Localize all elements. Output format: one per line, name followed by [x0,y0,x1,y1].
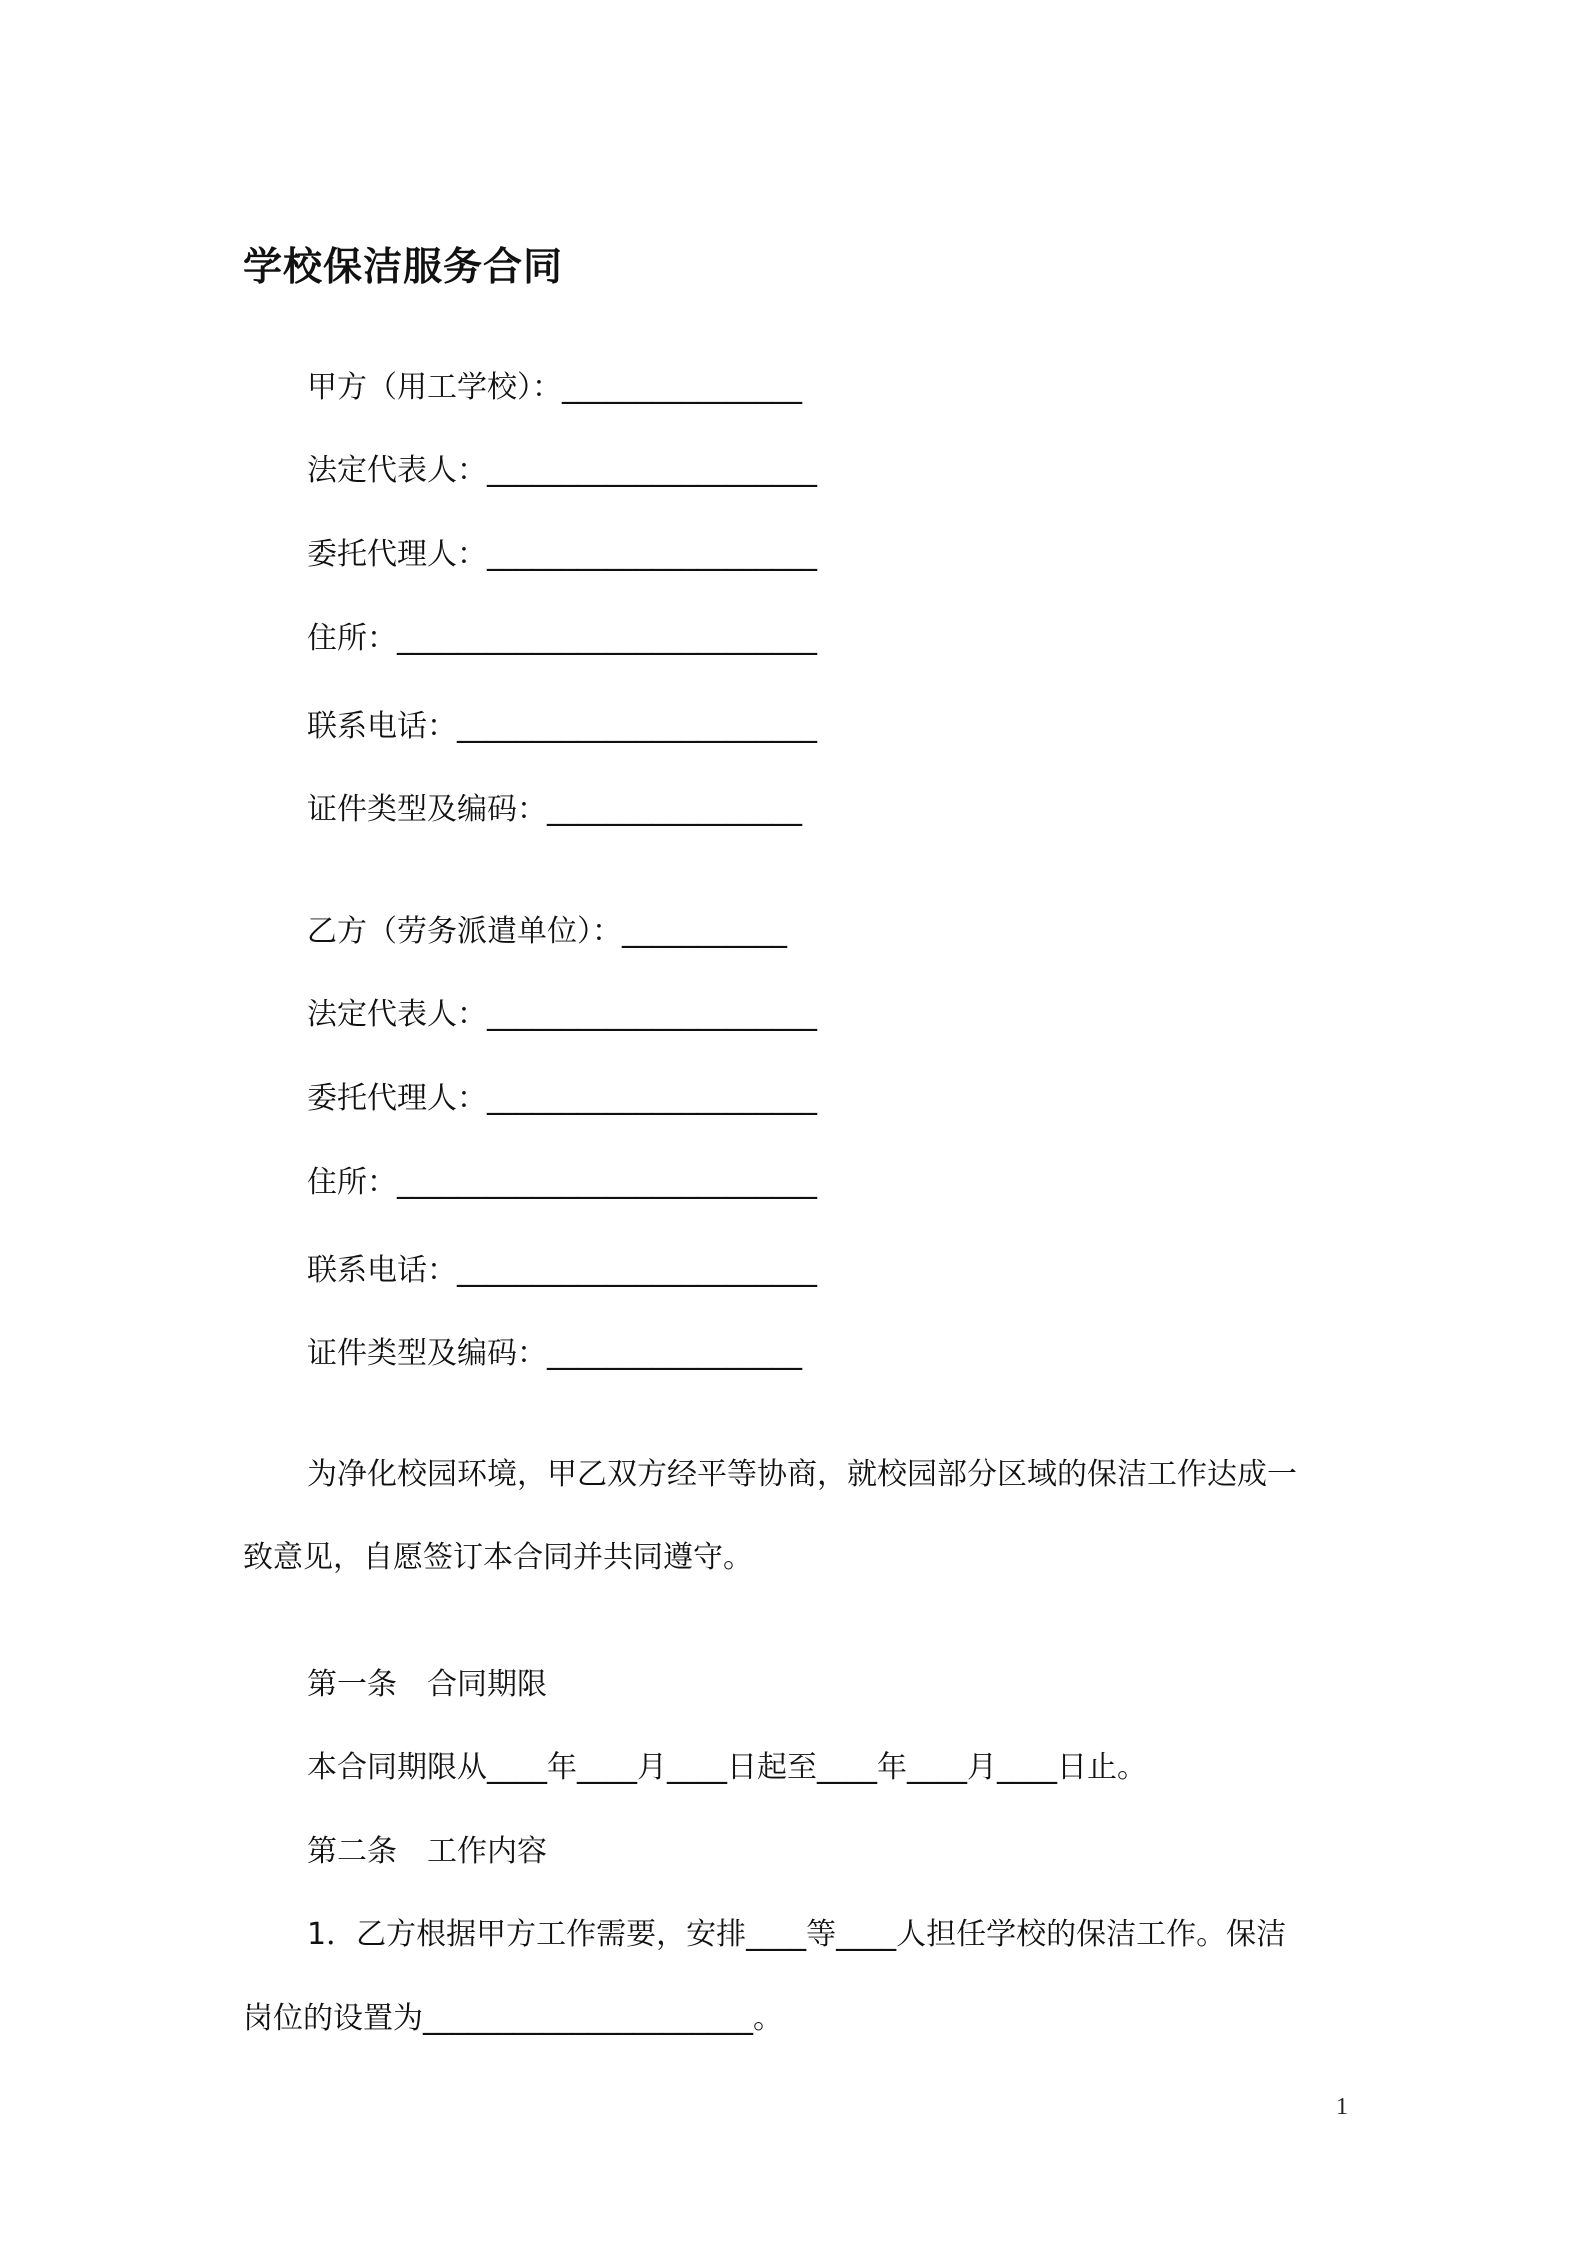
article-1-title: 合同期限 [427,1667,547,1702]
party-b-agent: 委托代理人：______________________ [307,1081,817,1116]
article-2-title: 工作内容 [427,1834,547,1869]
article-1-number: 第一条 [307,1667,397,1702]
party-a-address: 住所：____________________________ [307,621,817,656]
preamble-line-1: 为净化校园环境，甲乙双方经平等协商，就校园部分区域的保洁工作达成一 [307,1457,1297,1492]
article-2-item-1-line-2: 岗位的设置为______________________。 [243,2001,783,2036]
party-b-id: 证件类型及编码：_________________ [307,1336,802,1371]
article-1-body: 本合同期限从____年____月____日起至____年____月____日止。 [307,1750,1147,1785]
party-b-address: 住所：____________________________ [307,1165,817,1200]
party-a-agent: 委托代理人：______________________ [307,537,817,572]
article-2-heading [307,1832,547,1872]
party-b-phone: 联系电话：________________________ [307,1253,817,1288]
party-a-legal-rep: 法定代表人：______________________ [307,453,817,488]
preamble-line-2: 致意见，自愿签订本合同并共同遵守。 [243,1540,753,1575]
article-2-number: 第二条 [307,1834,397,1869]
page-number: 1 [1336,2094,1348,2120]
party-a-phone: 联系电话：________________________ [307,709,817,744]
article-2-item-1-line-1: 1．乙方根据甲方工作需要，安排____等____人担任学校的保洁工作。保洁 [307,1917,1287,1952]
party-a-id: 证件类型及编码：_________________ [307,792,802,827]
document-title: 学校保洁服务合同 [243,245,564,290]
party-b-legal-rep: 法定代表人：______________________ [307,997,817,1032]
party-a-header: 甲方（用工学校）：________________ [307,370,802,405]
article-1-heading [307,1665,547,1705]
party-b-header: 乙方（劳务派遣单位）：___________ [307,914,787,949]
